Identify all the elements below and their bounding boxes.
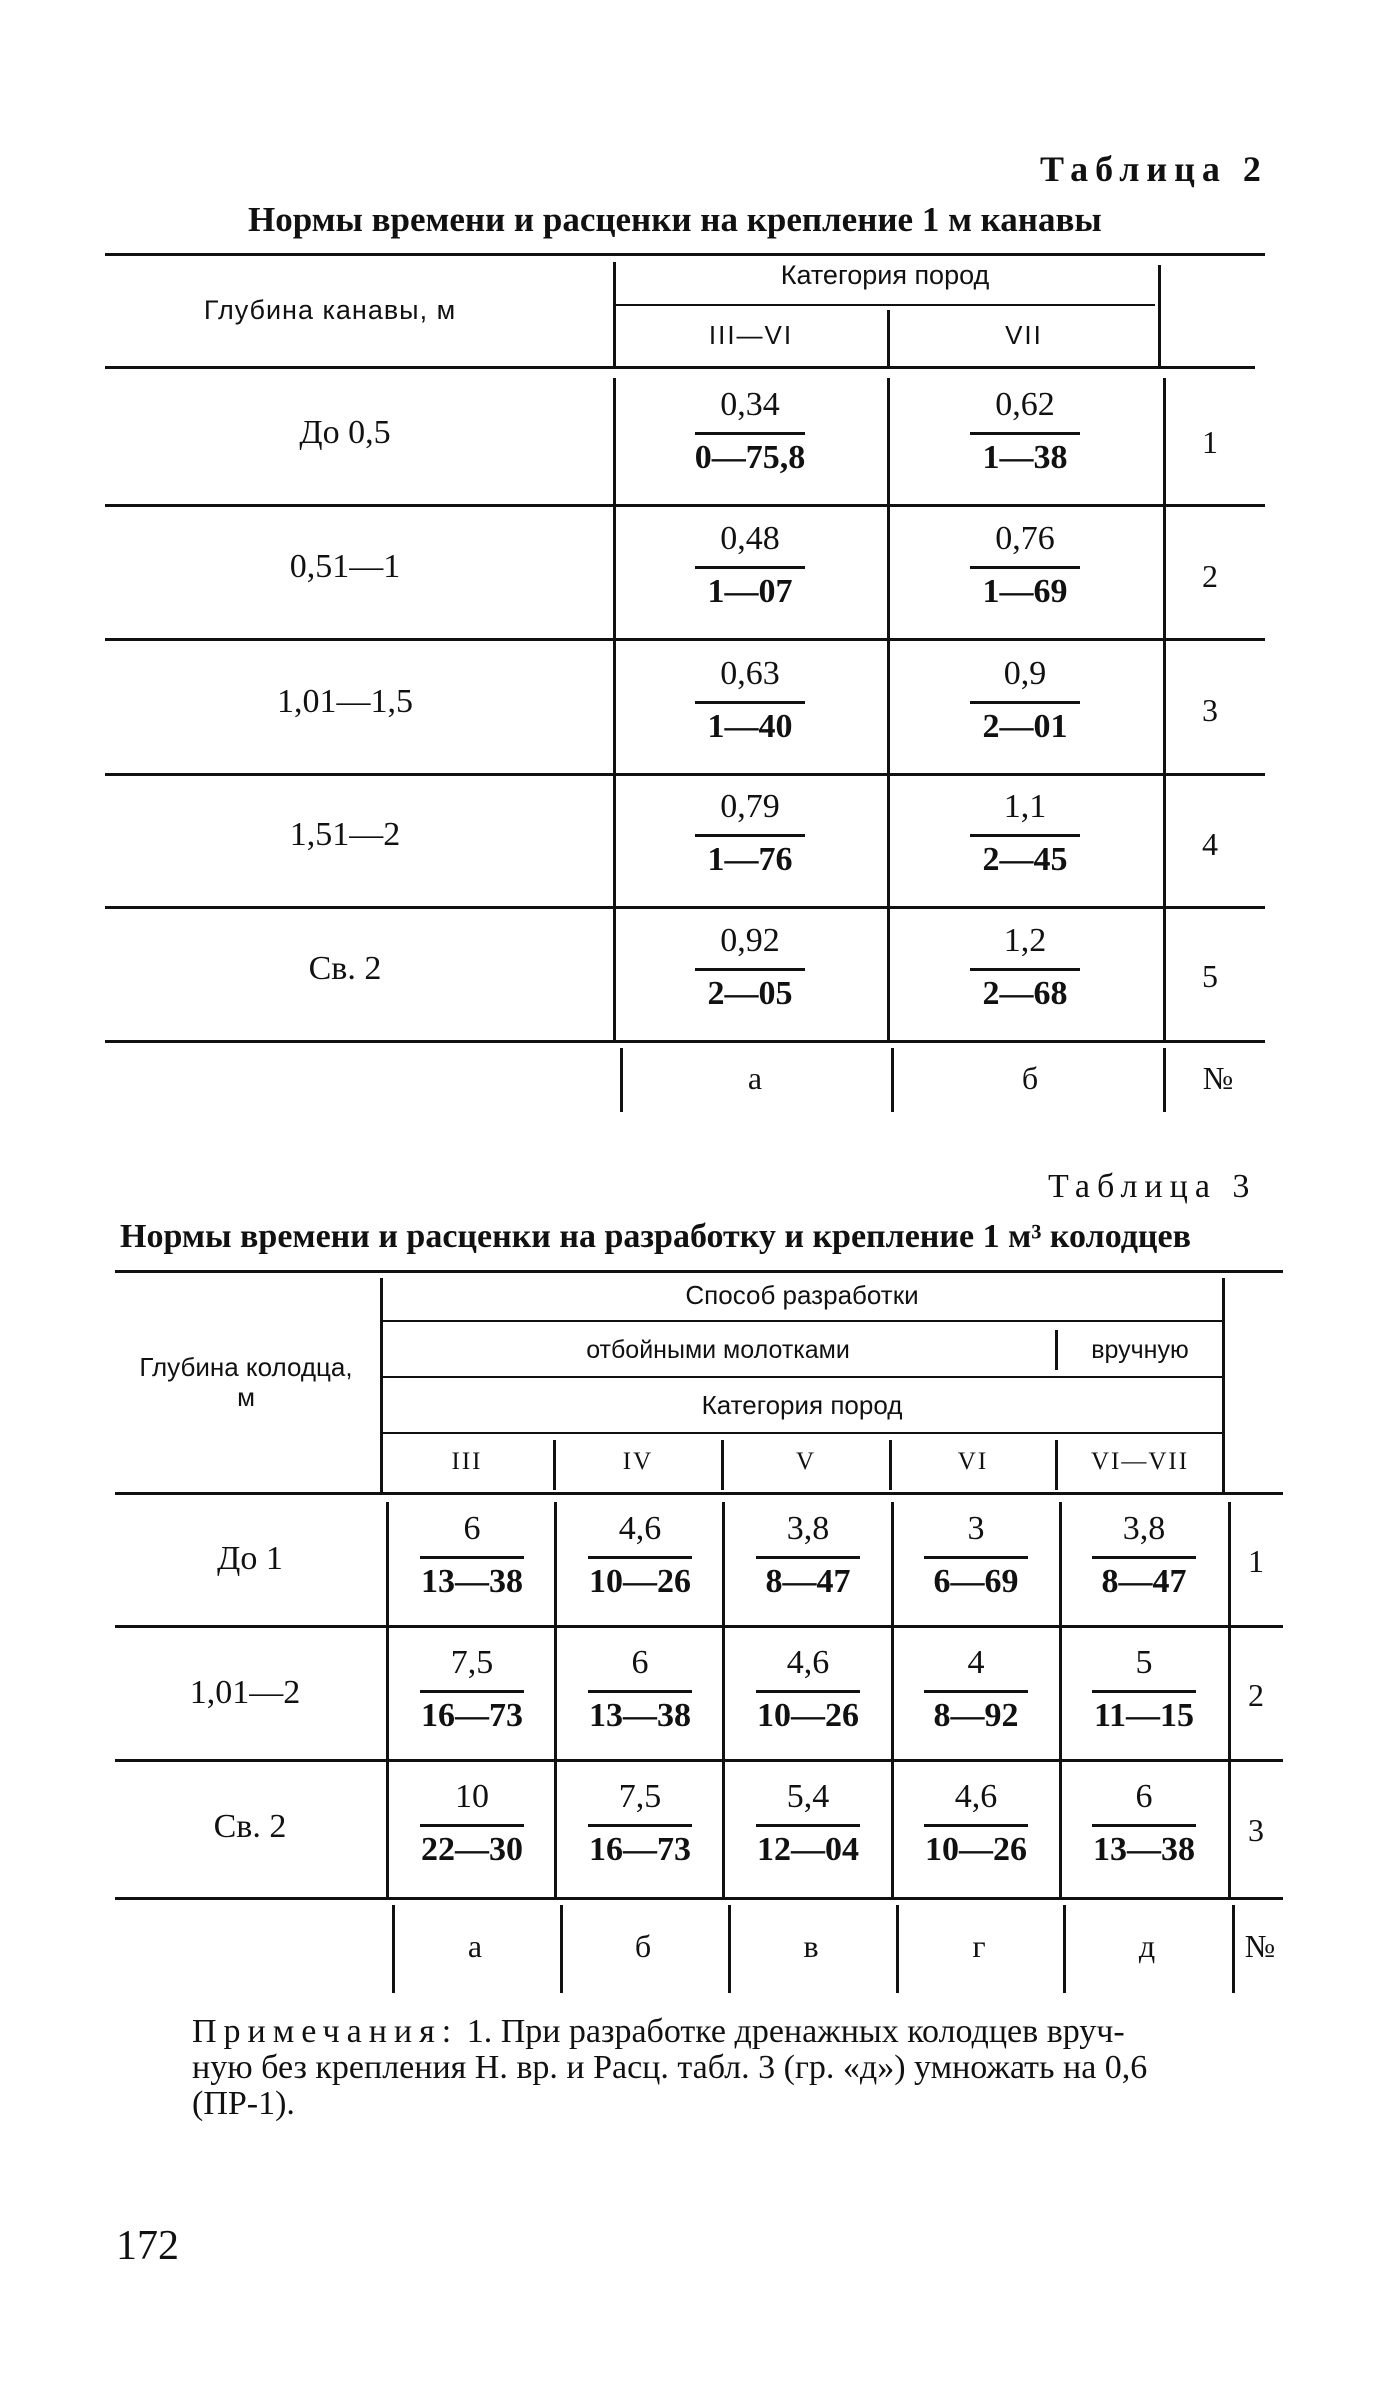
- price-rate: 1—38: [982, 439, 1068, 476]
- time-norm: 4: [967, 1644, 985, 1681]
- rate-cell: [562, 1512, 718, 1599]
- rate-cell: [394, 1512, 550, 1599]
- row-number: 5: [1202, 958, 1218, 994]
- time-norm: 3,8: [786, 1510, 830, 1547]
- depth-cell: 0,51—1: [289, 548, 401, 585]
- column-header: VI—VII: [1090, 1448, 1190, 1475]
- column-header: IV: [622, 1448, 654, 1475]
- time-norm: 6: [463, 1510, 481, 1547]
- column-letter: б: [1021, 1060, 1039, 1096]
- price-rate: 1—69: [982, 573, 1068, 610]
- time-norm: 1,1: [1003, 788, 1047, 825]
- column-letter: а: [747, 1060, 763, 1096]
- hammers-header: отбойными молотками: [586, 1336, 850, 1364]
- column-header: VII: [1005, 320, 1043, 350]
- rate-cell: [660, 657, 840, 744]
- time-norm: 10: [455, 1778, 489, 1815]
- category-header: Категория пород: [780, 260, 990, 290]
- price-rate: 6—69: [933, 1563, 1019, 1600]
- price-rate: 13—38: [1093, 1831, 1195, 1868]
- price-rate: 10—26: [757, 1697, 859, 1734]
- price-rate: 8—47: [765, 1563, 851, 1600]
- time-norm: 4,6: [954, 1778, 998, 1815]
- rate-cell: [562, 1780, 718, 1867]
- row-number: 2: [1202, 558, 1218, 594]
- rate-cell: [935, 790, 1115, 877]
- price-rate: 16—73: [421, 1697, 523, 1734]
- rate-cell: [730, 1646, 886, 1733]
- column-letter: в: [803, 1928, 819, 1964]
- depth-header: Глубина канавы, м: [203, 295, 457, 325]
- price-rate: 11—15: [1093, 1697, 1195, 1734]
- table2-caption: Таблица 2: [1040, 149, 1268, 189]
- manual-header: вручную: [1091, 1336, 1189, 1364]
- depth-cell: 1,01—2: [189, 1674, 301, 1711]
- note-line: ную без крепления Н. вр. и Расц. табл. 3 (гр. «д») умножать на 0,6: [192, 2049, 1148, 2086]
- depth-cell: 1,01—1,5: [277, 683, 413, 720]
- time-norm: 1,2: [1003, 922, 1047, 959]
- rate-cell: [562, 1646, 718, 1733]
- time-norm: 0,63: [720, 655, 780, 692]
- row-number: 2: [1248, 1677, 1264, 1713]
- time-norm: 5: [1135, 1644, 1153, 1681]
- price-rate: 8—47: [1101, 1563, 1187, 1600]
- price-rate: 22—30: [421, 1831, 523, 1868]
- table2-title: Нормы времени и расценки на крепление 1 м канавы: [248, 200, 1102, 239]
- rate-cell: [935, 522, 1115, 609]
- depth-cell: До 0,5: [299, 414, 391, 451]
- note-line: [192, 2014, 1292, 2050]
- price-rate: 8—92: [933, 1697, 1019, 1734]
- rate-cell: [730, 1780, 886, 1867]
- time-norm: 0,92: [720, 922, 780, 959]
- rate-cell: [898, 1646, 1054, 1733]
- time-norm: 6: [1135, 1778, 1153, 1815]
- category-header: Категория пород: [701, 1390, 903, 1420]
- rate-cell: [935, 657, 1115, 744]
- column-header: V: [795, 1448, 817, 1475]
- rate-cell: [730, 1512, 886, 1599]
- price-rate: 12—04: [757, 1831, 859, 1868]
- row-number: 4: [1202, 826, 1218, 862]
- column-letter: а: [467, 1928, 483, 1964]
- note-text: 1. При разработке дренажных колодцев вруч-: [458, 2013, 1125, 2050]
- rate-cell: [1066, 1646, 1222, 1733]
- depth-cell: Св. 2: [308, 950, 382, 987]
- price-rate: 2—68: [982, 975, 1068, 1012]
- note-lead: Примечания:: [192, 2013, 459, 2050]
- column-letter: №: [1202, 1060, 1234, 1096]
- rate-cell: [898, 1512, 1054, 1599]
- time-norm: 5,4: [786, 1778, 830, 1815]
- rate-cell: [935, 924, 1115, 1011]
- depth-header: Глубина колодца, м: [139, 1352, 353, 1412]
- time-norm: 3: [967, 1510, 985, 1547]
- note: [192, 2014, 1292, 2122]
- price-rate: 0—75,8: [694, 439, 806, 476]
- column-header: VI: [957, 1448, 989, 1475]
- table3-caption: Таблица 3: [1048, 1168, 1257, 1205]
- price-rate: 13—38: [421, 1563, 523, 1600]
- rate-cell: [1066, 1512, 1222, 1599]
- time-norm: 6: [631, 1644, 649, 1681]
- price-rate: 2—45: [982, 841, 1068, 878]
- row-number: 1: [1248, 1543, 1264, 1579]
- price-rate: 1—07: [707, 573, 793, 610]
- page-number: 172: [116, 2223, 179, 2269]
- price-rate: 1—76: [707, 841, 793, 878]
- price-rate: 2—05: [707, 975, 793, 1012]
- column-letter: б: [634, 1928, 652, 1964]
- time-norm: 0,62: [995, 386, 1055, 423]
- depth-cell: Св. 2: [213, 1808, 287, 1845]
- rate-cell: [394, 1646, 550, 1733]
- rate-cell: [660, 522, 840, 609]
- row-number: 3: [1248, 1812, 1264, 1848]
- time-norm: 3,8: [1122, 1510, 1166, 1547]
- price-rate: 16—73: [589, 1831, 691, 1868]
- time-norm: 0,9: [1003, 655, 1047, 692]
- depth-cell: До 1: [217, 1540, 283, 1577]
- price-rate: 10—26: [925, 1831, 1027, 1868]
- price-rate: 1—40: [707, 708, 793, 745]
- time-norm: 0,34: [720, 386, 780, 423]
- depth-cell: 1,51—2: [289, 816, 401, 853]
- rate-cell: [660, 388, 840, 475]
- column-letter: д: [1138, 1928, 1156, 1964]
- rate-cell: [660, 924, 840, 1011]
- row-number: 3: [1202, 692, 1218, 728]
- column-letter: г: [972, 1928, 986, 1964]
- rate-cell: [1066, 1780, 1222, 1867]
- rate-cell: [898, 1780, 1054, 1867]
- time-norm: 0,48: [720, 520, 780, 557]
- price-rate: 13—38: [589, 1697, 691, 1734]
- row-number: 1: [1202, 424, 1218, 460]
- price-rate: 10—26: [589, 1563, 691, 1600]
- rate-cell: [660, 790, 840, 877]
- column-header: III: [451, 1448, 483, 1475]
- time-norm: 0,79: [720, 788, 780, 825]
- rate-cell: [394, 1780, 550, 1867]
- table3-title: Нормы времени и расценки на разработку и крепление 1 м³ колодцев: [120, 1218, 1191, 1255]
- time-norm: 4,6: [618, 1510, 662, 1547]
- time-norm: 4,6: [786, 1644, 830, 1681]
- price-rate: 2—01: [982, 708, 1068, 745]
- note-line: (ПР-1).: [192, 2085, 295, 2122]
- rate-cell: [935, 388, 1115, 475]
- time-norm: 7,5: [618, 1778, 662, 1815]
- method-header: Способ разработки: [685, 1280, 919, 1310]
- time-norm: 0,76: [995, 520, 1055, 557]
- column-letter: №: [1244, 1928, 1276, 1964]
- time-norm: 7,5: [450, 1644, 494, 1681]
- column-header: III—VI: [708, 320, 794, 350]
